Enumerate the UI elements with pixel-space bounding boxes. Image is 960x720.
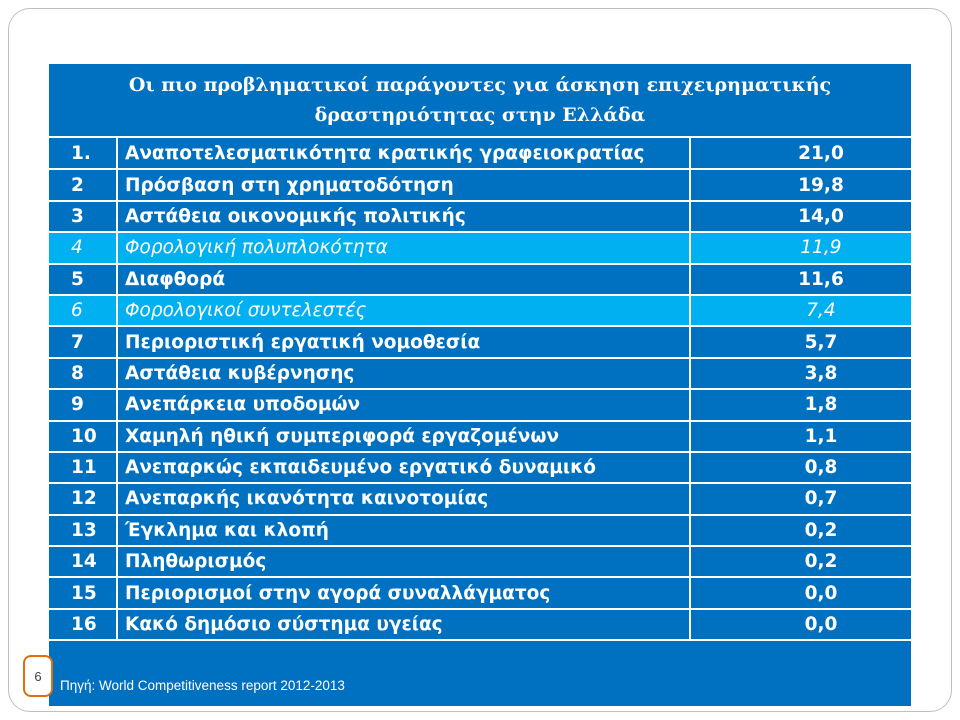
rank-cell: 9 [49,389,117,420]
table-row [49,264,911,295]
table-row [49,452,911,483]
factor-cell: Ανεπαρκής ικανότητα καινοτομίας [117,483,690,514]
rank-cell: 3 [49,201,117,232]
value-cell: 1,8 [690,389,911,420]
value-cell: 5,7 [690,326,911,357]
rank-cell: 5 [49,264,117,295]
table-row [49,546,911,577]
table-row [49,358,911,389]
factor-cell: Διαφθορά [117,264,690,295]
table-body [49,138,911,640]
value-cell: 7,4 [690,295,911,326]
table-row [49,515,911,546]
factor-cell: Πληθωρισμός [117,546,690,577]
table-row [49,201,911,232]
rank-cell: 13 [49,515,117,546]
value-cell: 11,9 [690,232,911,263]
table-row [49,577,911,608]
rank-cell: 1. [49,138,117,169]
table-row [49,326,911,357]
value-cell: 3,8 [690,358,911,389]
table-row [49,138,911,169]
value-cell: 1,1 [690,421,911,452]
factor-cell: Φορολογικοί συντελεστές [117,295,690,326]
factor-cell: Ανεπάρκεια υποδομών [117,389,690,420]
factor-cell: Πρόσβαση στη χρηματοδότηση [117,169,690,200]
value-cell: 0,8 [690,452,911,483]
value-cell: 11,6 [690,264,911,295]
factor-cell: Αναποτελεσματικότητα κρατικής γραφειοκρατίας [117,138,690,169]
rank-cell: 6 [49,295,117,326]
table-row [49,232,911,263]
value-cell: 21,0 [690,138,911,169]
rank-cell: 16 [49,609,117,640]
factor-cell: Χαμηλή ηθική συμπεριφορά εργαζομένων [117,421,690,452]
rank-cell: 2 [49,169,117,200]
rank-cell: 15 [49,577,117,608]
value-cell: 19,8 [690,169,911,200]
rank-cell: 7 [49,326,117,357]
factor-cell: Έγκλημα και κλοπή [117,515,690,546]
table-row [49,609,911,640]
table-title-line-2: δραστηριότητας στην Ελλάδα [314,104,646,126]
page-number: 6 [34,668,42,684]
value-cell: 0,2 [690,546,911,577]
factor-cell: Περιορισμοί στην αγορά συναλλάγματος [117,577,690,608]
value-cell: 14,0 [690,201,911,232]
value-cell: 0,0 [690,577,911,608]
factors-table-panel [49,64,911,706]
rank-cell: 12 [49,483,117,514]
factor-cell: Περιοριστική εργατική νομοθεσία [117,326,690,357]
factor-cell: Αστάθεια οικονομικής πολιτικής [117,201,690,232]
table-title [49,64,911,136]
value-cell: 0,0 [690,609,911,640]
factor-cell: Ανεπαρκώς εκπαιδευμένο εργατικό δυναμικό [117,452,690,483]
source-note: Πηγή: World Competitiveness report 2012-2013 [60,678,345,693]
rank-cell: 8 [49,358,117,389]
factor-cell: Φορολογική πολυπλοκότητα [117,232,690,263]
table-row [49,483,911,514]
table-title-line-1: Οι πιο προβληματικοί παράγοντες για άσκηση επιχειρηματικής [128,74,832,96]
rank-cell: 11 [49,452,117,483]
factors-table [49,138,911,641]
rank-cell: 10 [49,421,117,452]
table-row [49,169,911,200]
value-cell: 0,2 [690,515,911,546]
rank-cell: 4 [49,232,117,263]
table-row [49,421,911,452]
table-row [49,389,911,420]
page-number-badge [23,655,53,697]
factor-cell: Κακό δημόσιο σύστημα υγείας [117,609,690,640]
rank-cell: 14 [49,546,117,577]
table-row [49,295,911,326]
factor-cell: Αστάθεια κυβέρνησης [117,358,690,389]
value-cell: 0,7 [690,483,911,514]
